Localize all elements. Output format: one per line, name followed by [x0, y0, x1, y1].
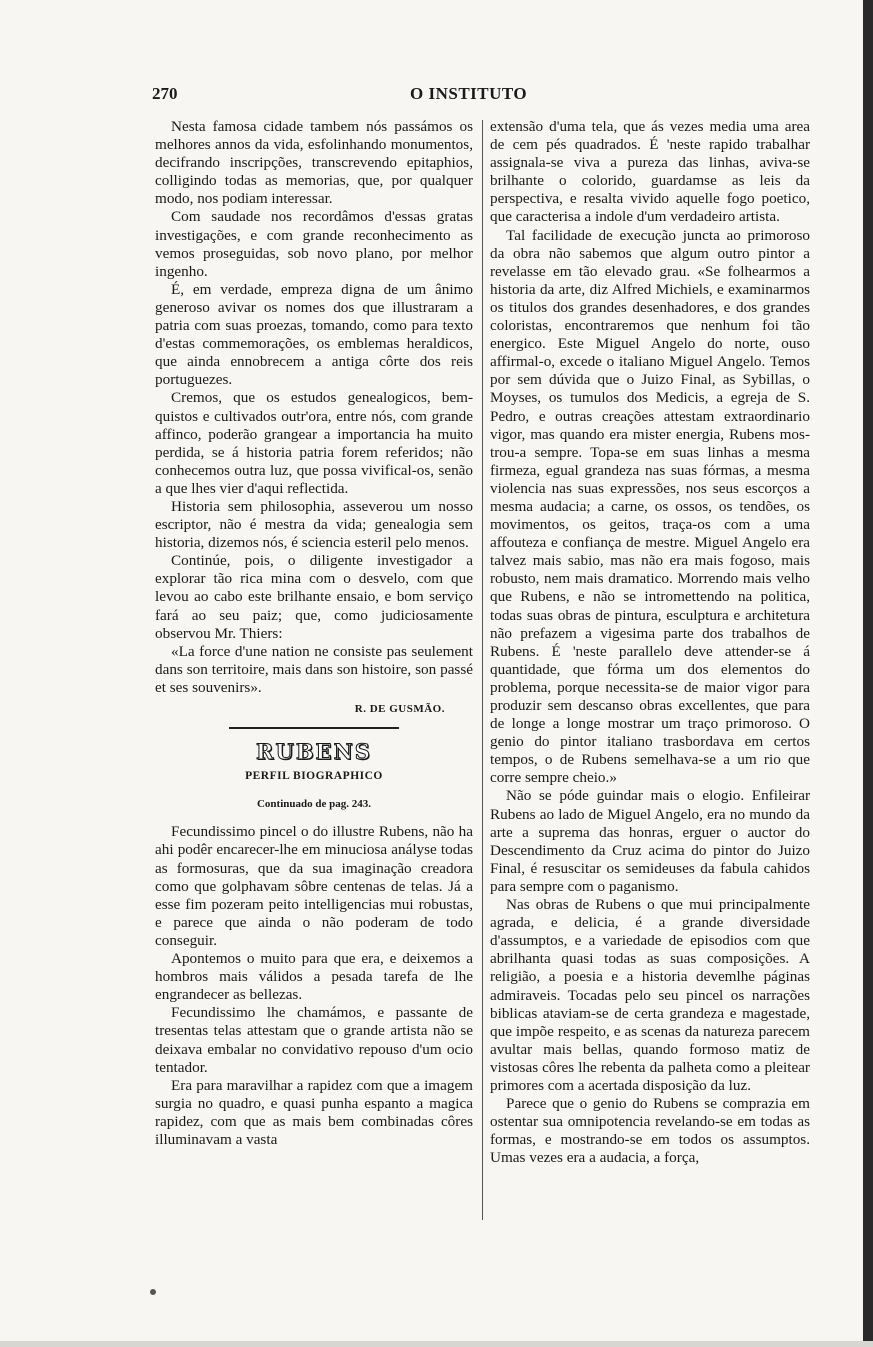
paragraph: Apontemos o muito para que era, e deixemos a hombros mais válidos a pesada tarefa de lhe engrandecer as bellezas.	[155, 950, 473, 1004]
right-column	[490, 118, 810, 1167]
paragraph: Historia sem philosophia, asseverou um nosso escriptor, não é mestra da vida; genealogia sem historia, dizemos nós, é sciencia esteril pelo menos.	[155, 497, 473, 552]
ink-spot	[150, 1289, 156, 1295]
article-heading	[155, 739, 473, 813]
paragraph: Fecundissimo pincel o do illustre Rubens, não ha ahi podêr encarecer-lhe em minuciosa anályse todas as formosuras, que da sua imaginação creadora como que golphavam sôbre centenas de telas. Já a esse fim pozeram peito intelligencias mui robustas, e parece que ainda o não poderam de todo conseguir.	[155, 823, 473, 949]
paragraph: Parece que o genio do Rubens se comprazia em ostentar sua omnipotencia revelando-se em todas as formas, e mostrando-se em todos os assumptos. Umas vezes era a audacia, a força,	[490, 1095, 810, 1167]
paragraph: Cremos, que os estudos genealogicos, bemquistos e cultivados outr'ora, entre nós, com grande affinco, poderão grangear a importancia ha muito perdida, se á historia patria forem referidos; não conhecemos outra luz, que possa vivifical-os, senão a que lhes vier d'aqui reflectida.	[155, 389, 473, 497]
page-bottom-edge	[0, 1341, 873, 1347]
paragraph: Nesta famosa cidade tambem nós passámos os melhores annos da vida, esfolinhando monumentos, decifrando inscripções, transcrevendo epitaphios, colligindo todas as memorias, que, por qualquer modo, nos podiam interessar.	[155, 118, 473, 208]
paragraph: Fecundissimo lhe chamámos, e passante de tresentas telas attestam que o grande artista não se deixava embalar no convidativo repouso d'um ocio tentador.	[155, 1004, 473, 1076]
paragraph: Era para maravilhar a rapidez com que a imagem surgia no quadro, e quasi punha espanto a magica rapidez, com que as mais bem combinadas côres illuminavam a vasta	[155, 1076, 473, 1148]
section-separator	[229, 727, 399, 729]
paragraph: Tal facilidade de execução juncta ao primoroso da obra não sabemos que algum outro pintor a revelasse em tão elevado grau. «Se folhearmos a historia da arte, diz Alfred Michiels, e examinarmos os titulos dos grandes desenhadores, e dos grandes coloristas, encontraremos que nenhum foi tão energico. Este Miguel Angelo do norte, ouso affirmal-o, excede o italiano Miguel Angelo. Temos por sem dúvida que o Juizo Final, as Sybillas, o Moyses, os tumulos dos Medicis, a egreja de S. Pedro, e outras creações attestam extraordinario vigor, mas quando era mister energia, Rubens mostrou-a sempre. Topa-se em suas linhas a mesma firmeza, egual grandeza nas suas fórmas, a mesma violencia nas suas expressões, nos seus escorços a mesma audacia; a carne, os ossos, os tendões, os movimentos, os geitos, traça-os com a uma affouteza e confiança de mestre. Miguel Angelo era talvez mais sabio, mas não era mais fogoso, mais robusto, nem mais dramatico. Morrendo mais velho que Rubens, e não se intromettendo na politica, todas suas obras de pintura, esculptura e architetura não prefazem a vigesima parte dos trabalhos de Rubens. É 'neste parallelo deve attender-se á quantidade, que fórma um dos elementos do problema, porque necessita-se de maior vigor para produzir sem descanso obras excellentes, que para de longe a longe mostrar um traço primoroso. O genio do pintor italiano trasbordava em certos tempos, o de Rubens semelhava-se a um rio que corre sempre cheio.»	[490, 226, 810, 787]
journal-title: O INSTITUTO	[410, 84, 528, 103]
paragraph: Continúe, pois, o diligente investigador a explorar tão rica mina com o desvelo, com que levou ao cabo este brilhante ensaio, e bom serviço fará ao seu paiz; que, como judiciosamente observou Mr. Thiers:	[155, 552, 473, 642]
article-subtitle: PERFIL BIOGRAPHICO	[245, 770, 383, 783]
paragraph: «La force d'une nation ne consiste pas seulement dans son territoire, mais dans son histoire, son passé et ses souvenirs».	[155, 642, 473, 696]
left-column	[155, 118, 473, 1149]
paragraph: Com saudade nos recordâmos d'essas gratas investigações, e com grande reconhecimento as vemos proseguidas, sob novo plano, por melhor ingenho.	[155, 208, 473, 280]
column-divider	[482, 120, 483, 1220]
paragraph: Nas obras de Rubens o que mui principalmente agrada, e delicia, é a grande diversidade d'assumptos, e a variedade de episodios com que abrilhanta quasi todas as suas composições. A religião, a poesia e a historia devemlhe páginas admiraveis. Tocadas pelo seu pincel os narrações biblicas ataviam-se de certa grandeza e magestade, que impõe respeito, e as scenas da natureza parecem avultar mais bellas, quando formoso matiz de vistosas côres lhe rebenta da palheta como a pleitear primores com a acertada disposição da luz.	[490, 896, 810, 1094]
paragraph: extensão d'uma tela, que ás vezes media uma area de cem pés quadrados. É 'neste rapido trabalhar assignala-se viva a pureza das linhas, aviva-se brilhante o colorido, guardamse as leis da perspectiva, e resalta vivido aquelle fogo poetico, que caracterisa a indole d'um verdadeiro artista.	[490, 118, 810, 226]
page-number: 270	[152, 84, 178, 103]
paragraph: Não se póde guindar mais o elogio. Enfileirar Rubens ao lado de Miguel Angelo, era no mundo da arte a suprema das honras, erguer o auctor do Descendimento da Cruz acima do pintor do Juizo Final, é resuscitar os semideuses da fabula cahidos para sempre com o paganismo.	[490, 787, 810, 895]
author-signature: R. DE GUSMÃO.	[354, 703, 445, 715]
continued-note: Continuado de pag. 243.	[256, 798, 371, 811]
page-header	[152, 84, 812, 108]
paragraph: É, em verdade, empreza digna de um ânimo generoso avivar os nomes dos que illustraram a patria com suas proezas, tomando, como para texto d'estas commemorações, os emblemas heraldicos, que ainda ennobrecem a antiga côrte dos reis portuguezes.	[155, 280, 473, 389]
page-edge-shadow	[863, 0, 873, 1347]
article-title: RUBENS	[256, 739, 372, 765]
